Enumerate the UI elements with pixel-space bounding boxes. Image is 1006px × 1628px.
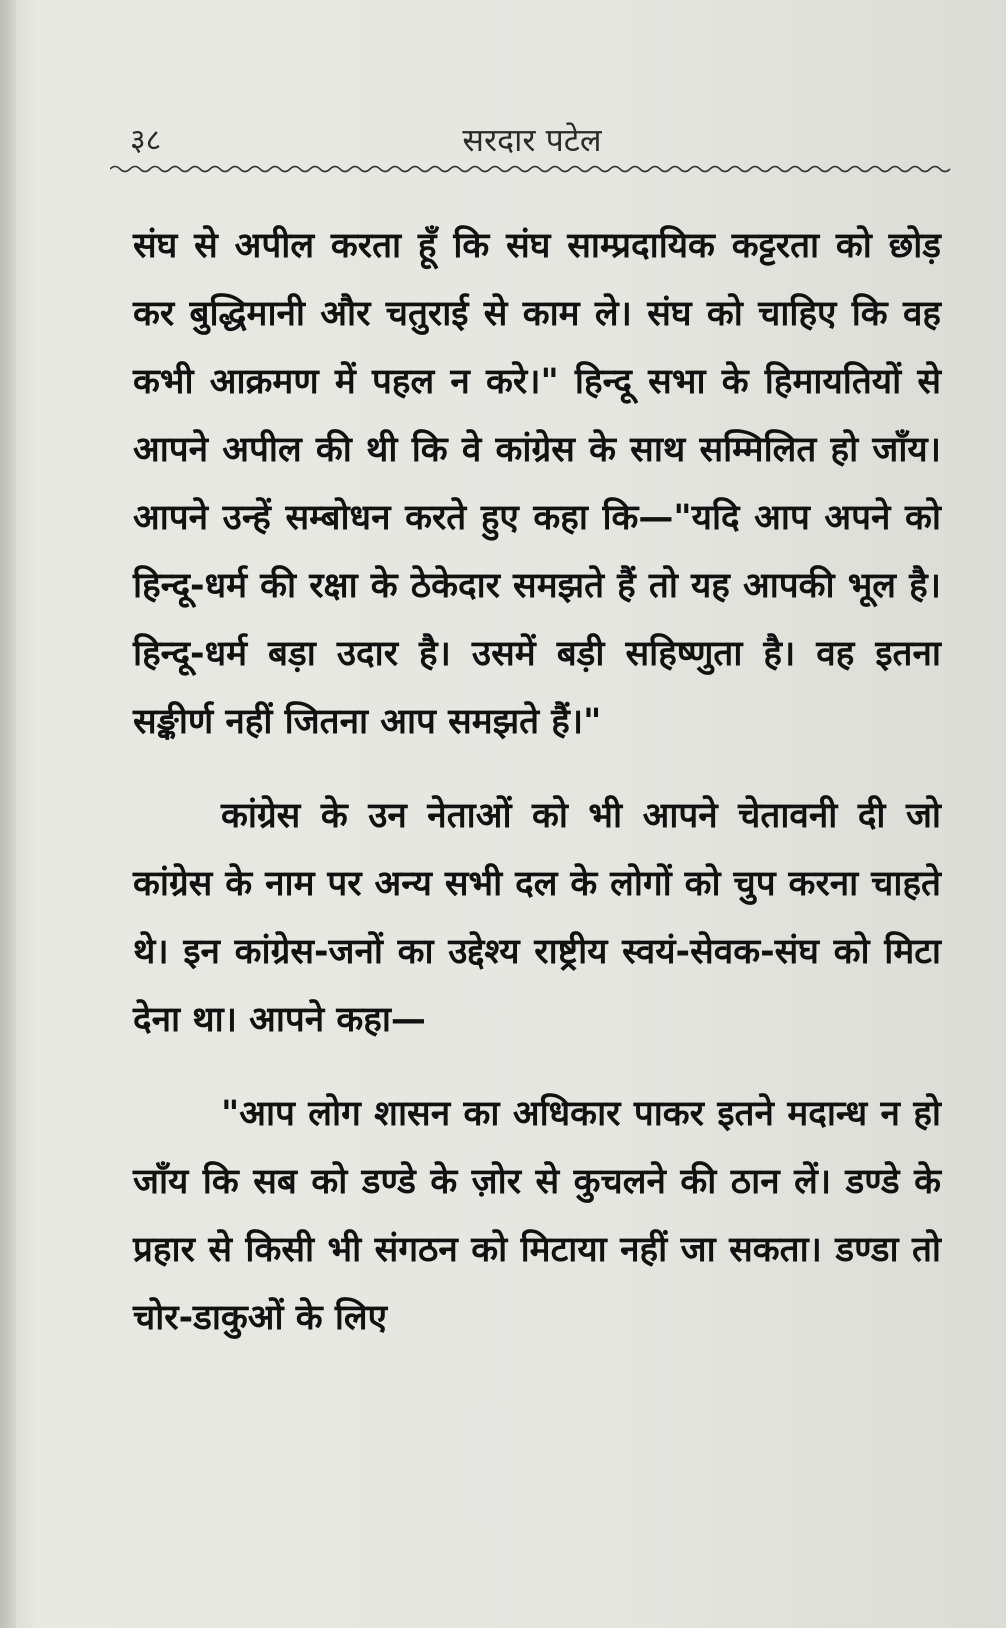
- wavy-rule-divider: [110, 162, 955, 176]
- paragraph-3: "आप लोग शासन का अधिकार पाकर इतने मदान्ध न हो जाँय कि सब को डण्डे के ज़ोर से कुचलने की ठान लें। डण्डे के प्रहार से किसी भी संगठन को मिटाया नहीं जा सकता। डण्डा तो चोर-डाकुओं के लिए: [133, 1094, 941, 1338]
- running-head: [112, 110, 952, 162]
- page-binding-edge: [0, 0, 16, 1628]
- page-number: ३८: [130, 123, 162, 158]
- running-title: सरदार पटेल: [462, 121, 602, 159]
- paragraph-1: संघ से अपील करता हूँ कि संघ साम्प्रदायिक कट्टरता को छोड़ कर बुद्धिमानी और चतुराई से काम ले। संघ को चाहिए कि वह कभी आक्रमण में पहल न करे।" हिन्दू सभा के हिमायतियों से आपने अपील की थी कि वे कांग्रेस के साथ सम्मिलित हो जाँय। आपने उन्हें सम्बोधन करते हुए कहा कि—"यदि आप अपने को हिन्दू-धर्म की रक्षा के ठेकेदार समझते हैं तो यह आपकी भूल है। हिन्दू-धर्म बड़ा उदार है। उसमें बड़ी सहिष्णुता है। वह इतना सङ्कीर्ण नहीं जितना आप समझते हैं।": [133, 226, 941, 742]
- body-text: [133, 212, 941, 1352]
- paragraph-2: कांग्रेस के उन नेताओं को भी आपने चेतावनी दी जो कांग्रेस के नाम पर अन्य सभी दल के लोगों को चुप करना चाहते थे। इन कांग्रेस-जनों का उद्देश्य राष्ट्रीय स्वयं-सेवक-संघ को मिटा देना था। आपने कहा—: [133, 796, 941, 1040]
